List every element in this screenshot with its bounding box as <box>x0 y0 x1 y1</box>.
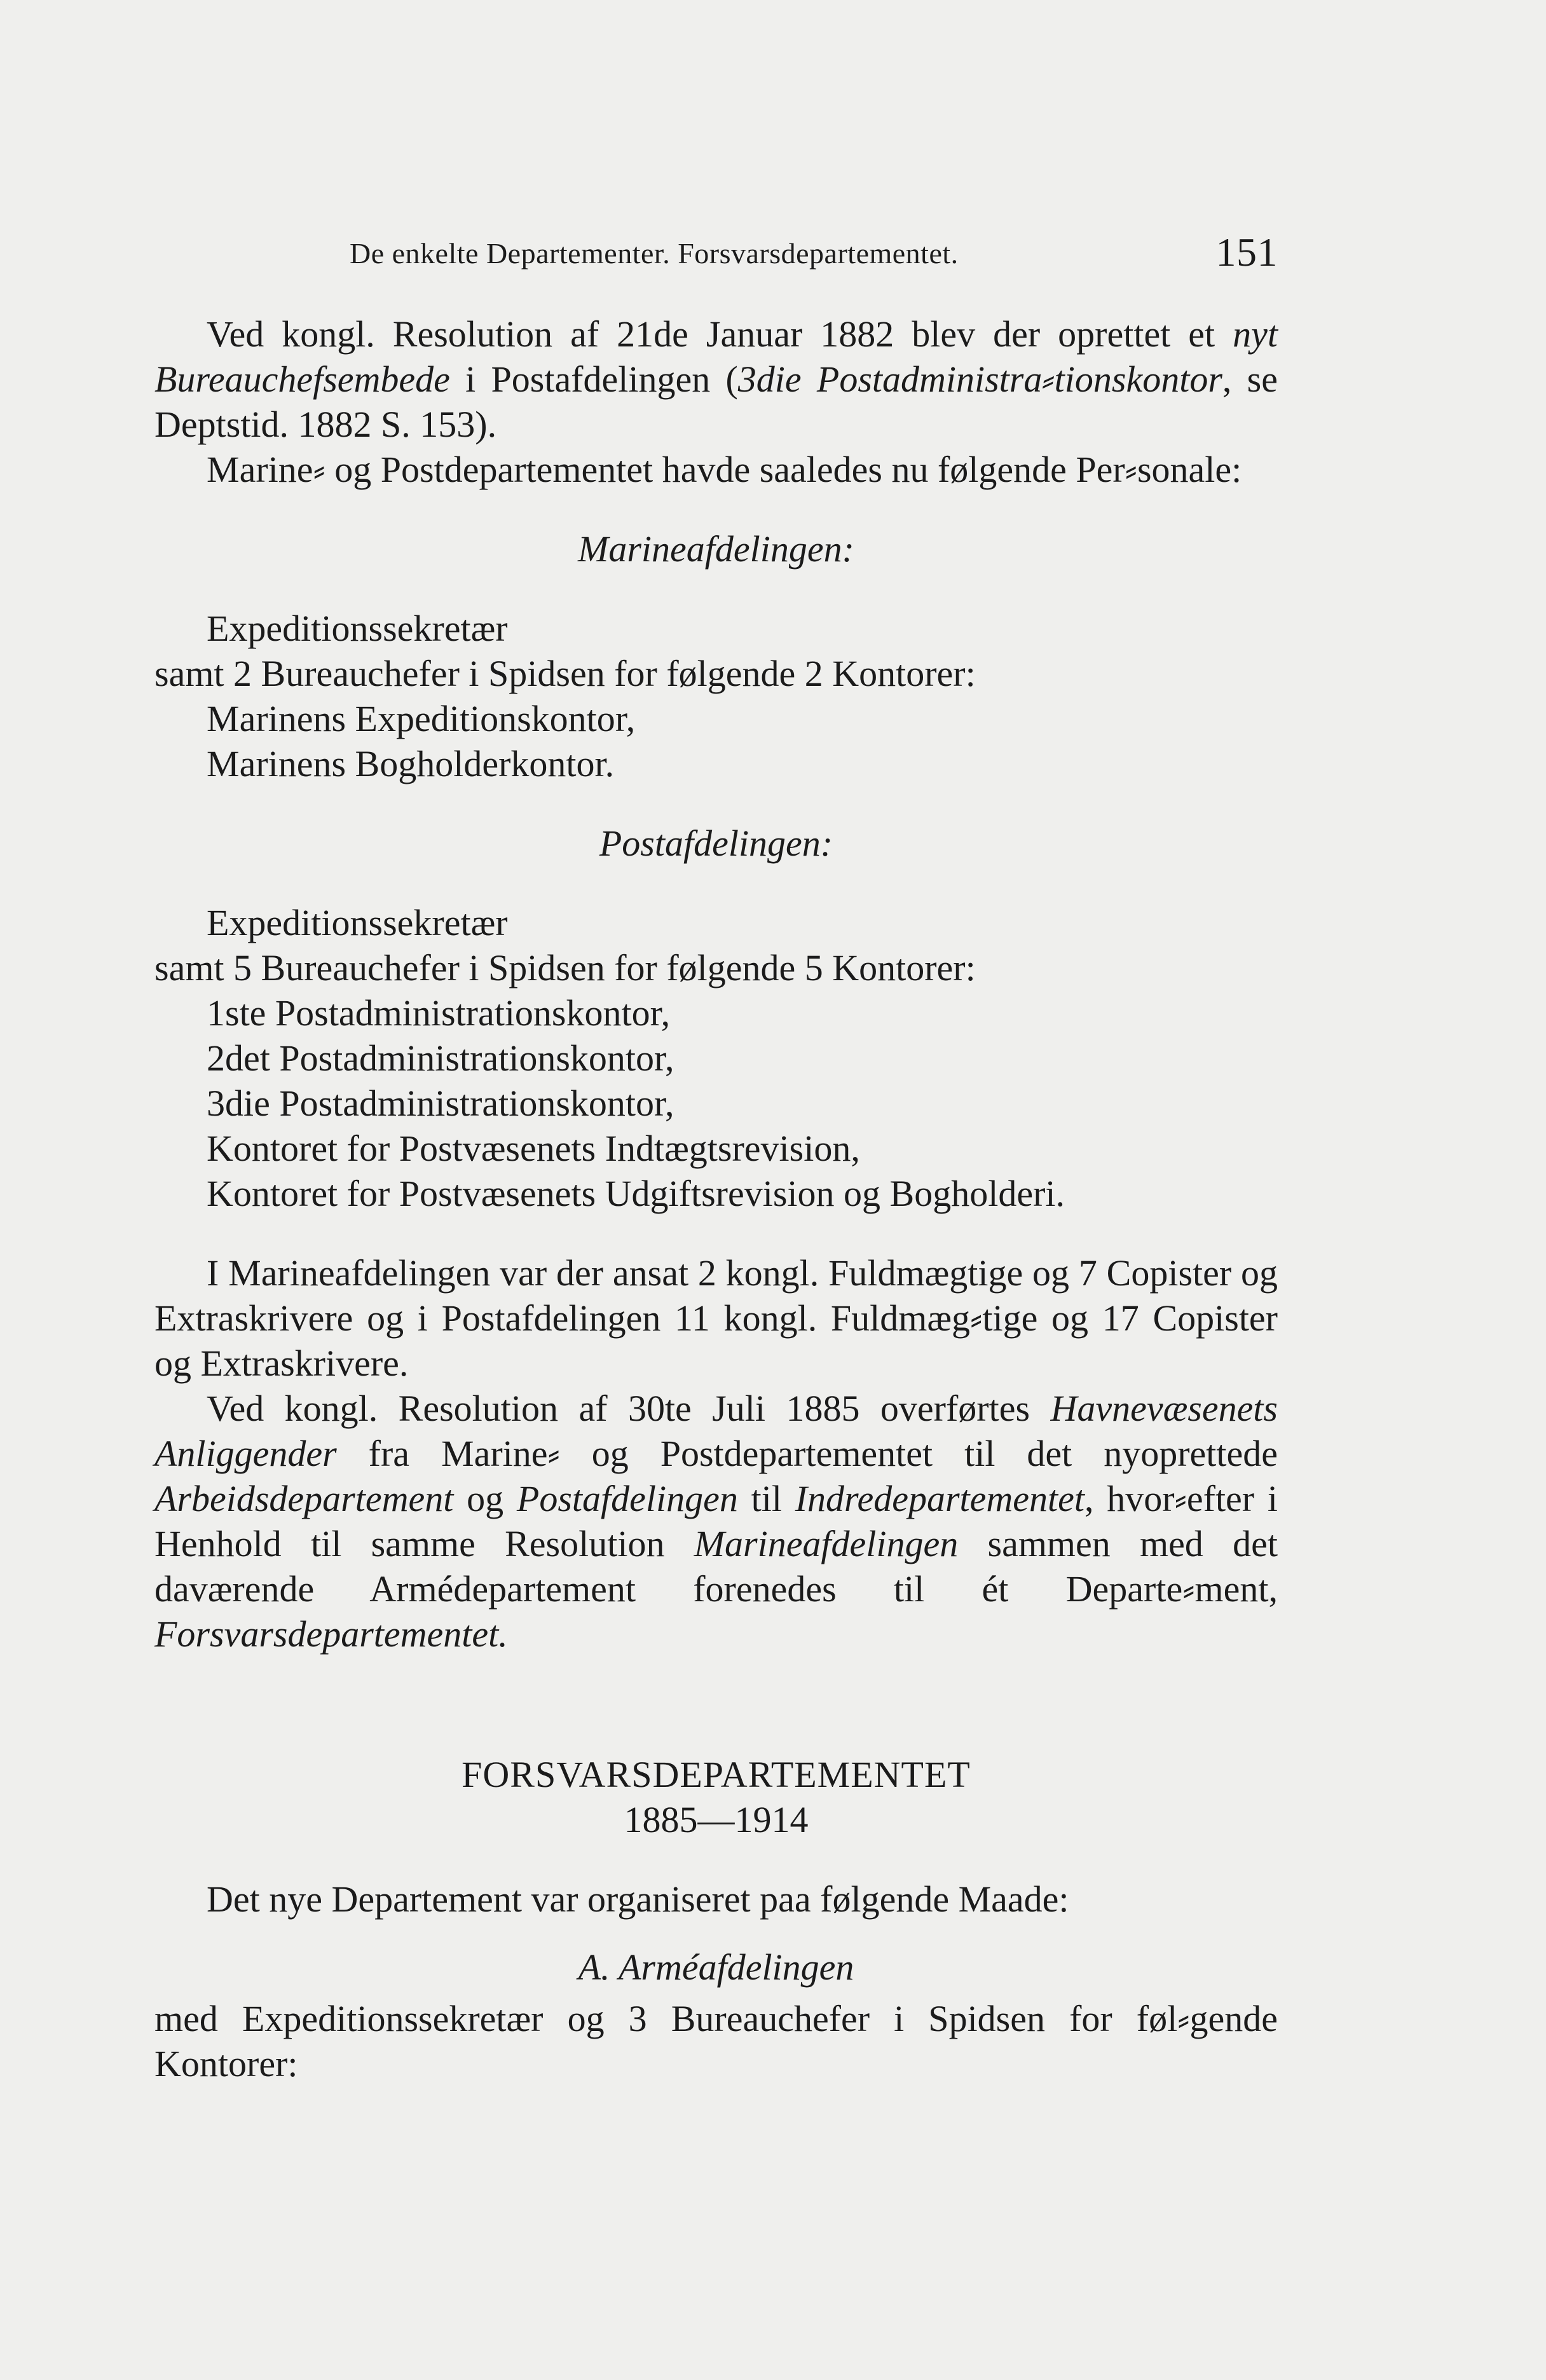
list-item: Marinens Expeditionskontor, <box>207 698 636 739</box>
running-header <box>350 229 1278 275</box>
paragraph-1 <box>154 311 1278 447</box>
list-item: 2det Postadministrationskontor, <box>207 1037 674 1079</box>
page-body <box>154 311 1278 2086</box>
running-title: De enkelte Departementer. Forsvarsdepartementet. <box>350 237 959 270</box>
subheading-armeafdelingen: A. Arméafdelingen <box>578 1946 854 1988</box>
text-run: Ved kongl. Resolution af 30te Juli 1885 overførtes <box>207 1388 1051 1429</box>
text-run: til <box>737 1478 795 1519</box>
spacer <box>154 1842 1278 1877</box>
paragraph-4 <box>154 1386 1278 1657</box>
paragraph-2: Marine⸗ og Postdepartementet havde saaledes nu følgende Per⸗sonale: <box>207 449 1242 490</box>
list-item: 1ste Postadministrationskontor, <box>207 992 671 1034</box>
text-run: fra Marine⸗ og Postdepartementet til det nyoprettede <box>336 1433 1278 1474</box>
list-item: 3die Postadministrationskontor, <box>207 1083 674 1124</box>
text-run: Ved kongl. Resolution af 21de Januar 1882 blev der oprettet et <box>207 313 1233 355</box>
italic-run: nyt Bureauchefsembede <box>154 313 1278 400</box>
italic-run: Arbeidsdepartement <box>154 1478 454 1519</box>
text-run: , hvor⸗efter i Henhold til samme Resolution <box>154 1478 1278 1564</box>
marine-line-1: Expeditionssekretær <box>207 608 508 649</box>
page-number: 151 <box>1215 229 1278 275</box>
text-run: og <box>453 1478 517 1519</box>
list-item: Marinens Bogholderkontor. <box>207 743 615 784</box>
section-intro: Det nye Departement var organiseret paa følgende Maade: <box>207 1878 1069 1920</box>
section-text: med Expeditionssekretær og 3 Bureauchefer i Spidsen for føl⸗gende Kontorer: <box>154 1998 1278 2084</box>
text-run: sammen med det daværende Armédepartement forenedes til ét Departe⸗ment, <box>154 1523 1278 1610</box>
italic-run: Marineafdelingen <box>694 1523 959 1564</box>
text-run: i Postafdelingen ( <box>449 359 738 400</box>
heading-postafdelingen: Postafdelingen: <box>599 823 833 864</box>
spacer <box>154 1216 1278 1250</box>
italic-run: Havnevæsenets Anliggender <box>154 1388 1278 1474</box>
heading-marineafdelingen: Marineafdelingen: <box>578 528 854 570</box>
paragraph-3: I Marineafdelingen var der ansat 2 kongl. Fuldmægtige og 7 Copister og Extraskrivere og i Postafdelingen 11 kongl. Fuldmæg⸗tige og 17 Copister og Extraskrivere. <box>154 1252 1278 1384</box>
list-item: Kontoret for Postvæsenets Udgiftsrevision og Bogholderi. <box>207 1173 1065 1214</box>
text-run: , se Deptstid. 1882 S. 153). <box>154 359 1278 445</box>
marine-line-2: samt 2 Bureauchefer i Spidsen for følgende 2 Kontorer: <box>154 653 976 694</box>
spacer <box>154 1657 1278 1752</box>
section-title: FORSVARSDEPARTEMENTET <box>462 1754 971 1795</box>
italic-run: Postafdelingen <box>516 1478 738 1519</box>
italic-run: Indredepartementet <box>795 1478 1084 1519</box>
list-item: Kontoret for Postvæsenets Indtægtsrevision, <box>207 1128 860 1169</box>
italic-run: 3die Postadministra⸗tionskontor <box>737 359 1222 400</box>
post-line-2: samt 5 Bureauchefer i Spidsen for følgende 5 Kontorer: <box>154 947 976 988</box>
post-line-1: Expeditionssekretær <box>207 902 508 943</box>
italic-run: Forsvarsdepartementet. <box>154 1613 508 1655</box>
section-years: 1885—1914 <box>624 1799 809 1840</box>
